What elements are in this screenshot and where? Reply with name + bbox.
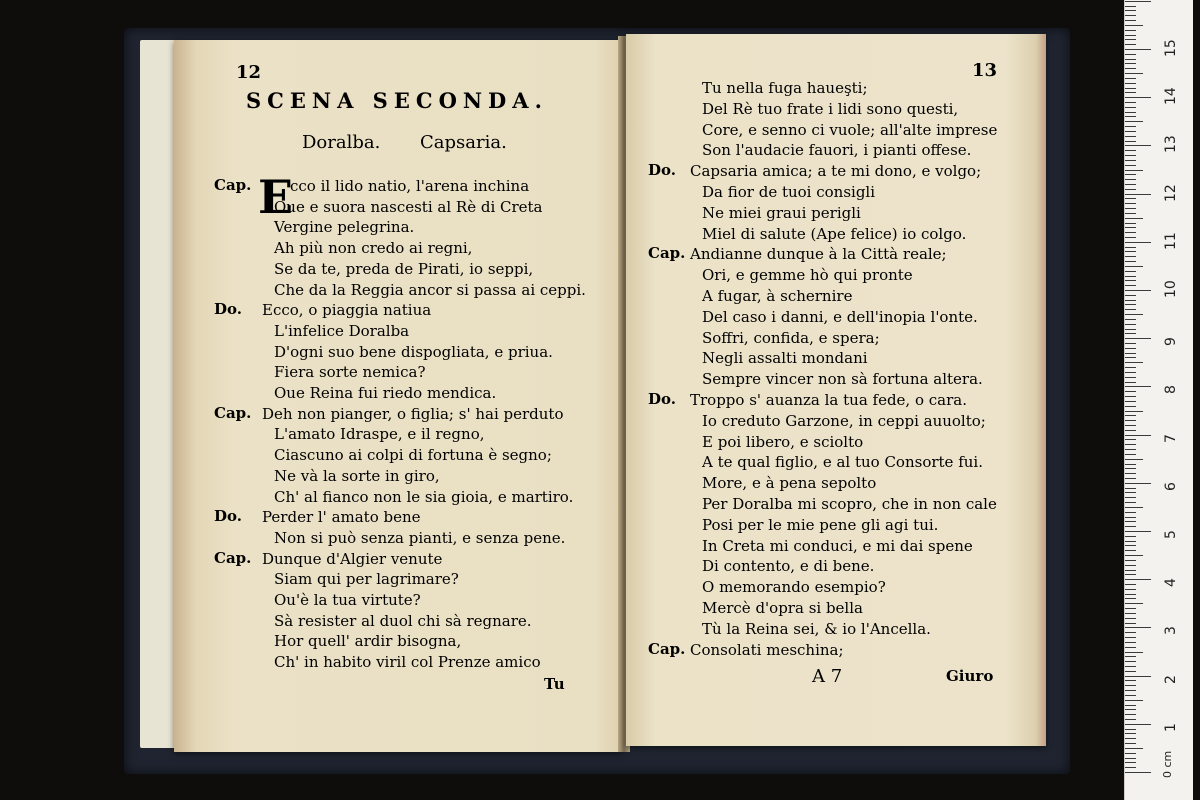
ruler-tick: [1125, 194, 1151, 195]
ruler-label: 2: [1163, 674, 1179, 684]
ruler-tick: [1125, 483, 1151, 484]
ruler-tick: [1125, 242, 1151, 243]
ruler-tick: [1125, 714, 1136, 715]
ruler-tick: [1125, 647, 1136, 648]
right-speaker-tag: Cap.: [648, 244, 686, 263]
ruler-tick: [1125, 521, 1136, 522]
ruler-tick: [1125, 425, 1136, 426]
ruler-tick: [1125, 102, 1136, 103]
ruler-tick: [1125, 290, 1151, 291]
ruler-tick: [1125, 88, 1136, 89]
ruler-tick: [1125, 738, 1136, 739]
ruler-tick: [1125, 449, 1136, 450]
ruler-tick: [1125, 671, 1136, 672]
right-speaker-tag: Cap.: [648, 639, 686, 658]
ruler-tick: [1125, 63, 1136, 64]
left-verse-line: Siam qui per lagrimare?: [274, 570, 459, 589]
signature-mark: A 7: [812, 666, 843, 687]
ruler-tick: [1125, 285, 1136, 286]
ruler-tick: [1125, 300, 1136, 301]
ruler-tick: [1125, 386, 1151, 387]
ruler-tick: [1125, 126, 1136, 127]
ruler-tick: [1125, 555, 1143, 556]
left-verse-line: Ciascuno ai colpi di fortuna è segno;: [274, 446, 552, 465]
ruler-label: 4: [1163, 578, 1179, 588]
ruler-tick: [1125, 179, 1136, 180]
ruler-tick: [1125, 507, 1143, 508]
ruler-tick: [1125, 78, 1136, 79]
ruler-tick: [1125, 512, 1136, 513]
ruler-tick: [1125, 309, 1136, 310]
left-verse-line: Ch' in habito viril col Prenze amico: [274, 653, 541, 672]
ruler-tick: [1125, 367, 1136, 368]
ruler-tick: [1125, 333, 1136, 334]
ruler-tick: [1125, 372, 1136, 373]
ruler-tick: [1125, 454, 1136, 455]
right-verse-line: Capsaria amica; a te mi dono, e volgo;: [690, 162, 982, 181]
ruler-tick: [1125, 131, 1136, 132]
ruler-tick: [1125, 695, 1136, 696]
ruler-tick: [1125, 772, 1151, 773]
ruler-tick: [1125, 618, 1136, 619]
ruler-tick: [1125, 39, 1136, 40]
ruler-tick: [1125, 613, 1136, 614]
ruler-tick: [1125, 743, 1136, 744]
ruler-tick: [1125, 155, 1136, 156]
ruler-tick: [1125, 685, 1136, 686]
right-verse-line: In Creta mi conduci, e mi dai spene: [702, 536, 973, 555]
ruler-tick: [1125, 6, 1136, 7]
ruler-tick: [1125, 329, 1136, 330]
ruler-tick: [1125, 642, 1136, 643]
left-verse-line: L'infelice Doralba: [274, 321, 410, 340]
ruler-tick: [1125, 526, 1136, 527]
ruler-tick: [1125, 116, 1136, 117]
ruler-tick: [1125, 49, 1151, 50]
ruler-tick: [1125, 724, 1151, 725]
ruler-tick: [1125, 709, 1136, 710]
ruler-tick: [1125, 531, 1151, 532]
ruler-tick: [1125, 473, 1136, 474]
ruler-tick: [1125, 223, 1136, 224]
ruler-tick: [1125, 184, 1136, 185]
ruler-label: 3: [1163, 626, 1179, 636]
ruler-tick: [1125, 623, 1136, 624]
right-verse-line: Core, e senno ci vuole; all'alte imprese: [702, 120, 998, 139]
left-verse-line: Ou'è la tua virtute?: [274, 591, 421, 609]
left-speaker-tag: Cap.: [214, 548, 252, 567]
right-verse-line: Consolati meschina;: [690, 640, 844, 659]
ruler-tick: [1125, 391, 1136, 392]
right-speaker-tag: Do.: [648, 390, 676, 408]
ruler-tick: [1125, 271, 1136, 272]
left-verse-line: Oue Reina fui riedo mendica.: [274, 384, 497, 402]
ruler-tick: [1125, 73, 1143, 74]
left-verse-line: Oue e suora nascesti al Rè di Creta: [274, 197, 543, 216]
ruler-tick: [1125, 25, 1143, 26]
left-verse-line: Ah più non credo ai regni,: [274, 239, 473, 258]
ruler-tick: [1125, 1, 1151, 2]
ruler-tick: [1125, 170, 1143, 171]
left-verse-line: Dunque d'Algier venute: [262, 549, 443, 568]
ruler-tick: [1125, 353, 1136, 354]
ruler-tick: [1125, 121, 1143, 122]
right-verse-line: A te qual figlio, e al tuo Consorte fui.: [702, 453, 983, 472]
ruler-tick: [1125, 145, 1151, 146]
ruler-tick: [1125, 536, 1136, 537]
ruler-tick: [1125, 357, 1136, 358]
drop-cap: E: [258, 170, 294, 224]
left-verse-line: Sà resister al duol chi sà regnare.: [274, 611, 532, 630]
ruler-label: 9: [1163, 337, 1179, 347]
right-verse-line: Troppo s' auanza la tua fede, o cara.: [690, 391, 967, 409]
ruler-tick: [1125, 218, 1143, 219]
ruler-tick: [1125, 589, 1136, 590]
ruler-tick: [1125, 314, 1143, 315]
ruler-label: 13: [1163, 135, 1179, 154]
ruler-tick: [1125, 584, 1136, 585]
right-verse-line: Ne miei graui perigli: [702, 203, 861, 222]
ruler-tick: [1125, 478, 1136, 479]
right-verse-line: A fugar, à schernire: [702, 287, 853, 305]
left-verse-line: D'ogni suo bene dispogliata, e priua.: [274, 342, 553, 361]
ruler-tick: [1125, 541, 1136, 542]
ruler-tick: [1125, 208, 1136, 209]
right-verse-line: Ori, e gemme hò qui pronte: [702, 266, 913, 285]
ruler-tick: [1125, 570, 1136, 571]
right-catchword: Giuro: [946, 667, 994, 685]
left-verse-line: Se da te, preda de Pirati, io seppi,: [274, 259, 534, 278]
ruler-tick: [1125, 150, 1136, 151]
right-verse-line: Tù la Reina sei, & io l'Ancella.: [702, 619, 931, 638]
ruler-tick: [1125, 545, 1136, 546]
ruler-tick: [1125, 459, 1143, 460]
ruler-tick: [1125, 705, 1136, 706]
left-verse-line: Non si può senza pianti, e senza pene.: [274, 528, 566, 547]
ruler-tick: [1125, 637, 1136, 638]
ruler-tick: [1125, 377, 1136, 378]
ruler-tick: [1125, 232, 1136, 233]
scene-title: SCENA SECONDA.: [246, 88, 548, 113]
ruler-label: 15: [1163, 39, 1179, 57]
ruler-tick: [1125, 54, 1136, 55]
ruler-tick: [1125, 598, 1136, 599]
left-verse-line: Vergine pelegrina.: [274, 218, 415, 237]
ruler-tick: [1125, 439, 1136, 440]
ruler-tick: [1125, 401, 1136, 402]
ruler-tick: [1125, 295, 1136, 296]
speaker-doralba: Doralba.: [302, 132, 381, 153]
left-verse-line: Deh non pianger, o figlia; s' hai perduto: [262, 404, 564, 423]
ruler-tick: [1125, 560, 1136, 561]
ruler-tick: [1125, 107, 1136, 108]
left-speaker-tag: Cap.: [214, 403, 252, 422]
ruler-tick: [1125, 189, 1136, 190]
ruler-tick: [1125, 280, 1136, 281]
right-verse-line: More, e à pena sepolto: [702, 474, 877, 493]
ruler-tick: [1125, 382, 1136, 383]
ruler-tick: [1125, 497, 1136, 498]
right-verse-line: Soffri, confida, e spera;: [702, 328, 880, 347]
ruler-tick: [1125, 68, 1136, 69]
ruler-tick: [1125, 758, 1136, 759]
right-page-number: 13: [972, 60, 998, 81]
ruler-tick: [1125, 502, 1136, 503]
ruler-tick: [1125, 256, 1136, 257]
left-verse-line: Perder l' amato bene: [262, 508, 421, 527]
ruler-tick: [1125, 251, 1136, 252]
ruler-tick: [1125, 762, 1136, 763]
ruler-label: 6: [1163, 481, 1179, 491]
right-verse-line: Del Rè tuo frate i lidi sono questi,: [702, 99, 959, 118]
ruler-tick: [1125, 15, 1136, 16]
right-verse-line: Miel di salute (Ape felice) io colgo.: [702, 224, 967, 243]
ruler-label: 14: [1163, 87, 1179, 106]
ruler-tick: [1125, 304, 1136, 305]
ruler-tick: [1125, 276, 1136, 277]
ruler-tick: [1125, 97, 1151, 98]
ruler-tick: [1125, 656, 1136, 657]
ruler-tick: [1125, 753, 1136, 754]
ruler-tick: [1125, 627, 1151, 628]
ruler-tick: [1125, 719, 1136, 720]
left-verse-line: Che da la Reggia ancor si passa ai ceppi.: [274, 280, 586, 299]
ruler-tick: [1125, 468, 1136, 469]
ruler-tick: [1125, 203, 1136, 204]
ruler-tick: [1125, 676, 1151, 677]
ruler-tick: [1125, 550, 1136, 551]
ruler-tick: [1125, 213, 1136, 214]
ruler-tick: [1125, 237, 1136, 238]
ruler-tick: [1125, 44, 1136, 45]
ruler-tick: [1125, 608, 1136, 609]
left-speaker-tag: Do.: [214, 300, 242, 319]
left-verse-line: Hor quell' ardir bisogna,: [274, 632, 462, 651]
right-verse-line: O memorando esempio?: [702, 578, 886, 597]
ruler-tick: [1125, 261, 1136, 262]
ruler-tick: [1125, 396, 1136, 397]
ruler-label: 12: [1163, 183, 1179, 202]
ruler-tick: [1125, 435, 1151, 436]
ruler-tick: [1125, 20, 1136, 21]
ruler-tick: [1125, 411, 1143, 412]
ruler-label: 11: [1163, 231, 1179, 250]
ruler-tick: [1125, 324, 1136, 325]
ruler-tick: [1125, 680, 1136, 681]
left-verse-line: Ne và la sorte in giro,: [274, 466, 440, 485]
ruler-tick: [1125, 92, 1136, 93]
left-verse-line: Ch' al fianco non le sia gioia, e martiro.: [274, 487, 574, 506]
right-verse-line: Di contento, e di bene.: [702, 557, 875, 576]
ruler-tick: [1125, 632, 1136, 633]
ruler-label: 1: [1163, 722, 1179, 732]
ruler-tick: [1125, 112, 1136, 113]
ruler-tick: [1125, 415, 1136, 416]
ruler-tick: [1125, 729, 1136, 730]
ruler-tick: [1125, 666, 1136, 667]
left-verse-line: Ecco, o piaggia natiua: [262, 301, 432, 320]
ruler-tick: [1125, 748, 1143, 749]
left-catchword: Tu: [544, 675, 565, 693]
ruler-label: 10: [1163, 280, 1179, 298]
ruler-tick: [1125, 603, 1143, 604]
right-verse-line: Son l'audacie fauori, i pianti offese.: [702, 141, 972, 160]
ruler-tick: [1125, 136, 1136, 137]
ruler-tick: [1125, 338, 1151, 339]
ruler-tick: [1125, 517, 1136, 518]
right-speaker-tag: Do.: [648, 161, 676, 180]
ruler-tick: [1125, 420, 1136, 421]
ruler-tick: [1125, 165, 1136, 166]
right-verse-line: E poi libero, e sciolto: [702, 432, 864, 451]
ruler-tick: [1125, 661, 1136, 662]
right-verse-line: Andianne dunque à la Città reale;: [690, 245, 947, 264]
right-verse-line: Per Doralba mi scopro, che in non cale: [702, 495, 997, 513]
right-verse-line: Mercè d'opra si bella: [702, 599, 863, 617]
right-verse-line: Negli assalti mondani: [702, 349, 868, 368]
right-verse-line: Tu nella fuga haueşti;: [702, 79, 868, 97]
ruler-tick: [1125, 343, 1136, 344]
ruler-tick: [1125, 579, 1151, 580]
ruler-tick: [1125, 198, 1136, 199]
left-verse-line: Fiera sorte nemica?: [274, 363, 426, 382]
left-speaker-tag: Cap.: [214, 176, 252, 194]
ruler-tick: [1125, 227, 1136, 228]
ruler-tick: [1125, 430, 1136, 431]
ruler-tick: [1125, 83, 1136, 84]
ruler-tick: [1125, 444, 1136, 445]
right-verse-line: Posi per le mie pene gli agi tui.: [702, 515, 939, 534]
ruler-tick: [1125, 362, 1143, 363]
ruler-tick: [1125, 10, 1136, 11]
left-verse-line: cco il lido natio, l'arena inchina: [290, 177, 530, 195]
ruler-tick: [1125, 464, 1136, 465]
ruler-tick: [1125, 488, 1136, 489]
ruler-tick: [1125, 565, 1136, 566]
left-verse-line: L'amato Idraspe, e il regno,: [274, 425, 485, 444]
ruler-tick: [1125, 594, 1136, 595]
measurement-ruler: [1124, 0, 1193, 800]
ruler-tick: [1125, 348, 1136, 349]
left-page-number: 12: [236, 62, 262, 83]
ruler-tick: [1125, 406, 1136, 407]
ruler-tick: [1125, 174, 1136, 175]
ruler-tick: [1125, 733, 1136, 734]
ruler-tick: [1125, 574, 1136, 575]
ruler-tick: [1125, 700, 1143, 701]
right-verse-line: Del caso i danni, e dell'inopia l'onte.: [702, 307, 978, 326]
left-speaker-tag: Do.: [214, 507, 242, 526]
ruler-label: 8: [1163, 385, 1179, 395]
ruler-tick: [1125, 30, 1136, 31]
ruler-tick: [1125, 492, 1136, 493]
ruler-tick: [1125, 652, 1143, 653]
ruler-tick: [1125, 266, 1143, 267]
ruler-label: 7: [1163, 433, 1179, 443]
ruler-tick: [1125, 35, 1136, 36]
right-verse-line: Sempre vincer non sà fortuna altera.: [702, 370, 983, 389]
ruler-tick: [1125, 141, 1136, 142]
right-verse-line: Io creduto Garzone, in ceppi auuolto;: [702, 411, 986, 430]
ruler-tick: [1125, 767, 1136, 768]
speaker-capsaria: Capsaria.: [420, 132, 507, 153]
ruler-tick: [1125, 160, 1136, 161]
ruler-tick: [1125, 319, 1136, 320]
ruler-tick: [1125, 247, 1136, 248]
ruler-unit-label: 0 cm: [1161, 750, 1174, 778]
ruler-label: 5: [1163, 530, 1179, 539]
ruler-tick: [1125, 59, 1136, 60]
ruler-tick: [1125, 690, 1136, 691]
right-verse-line: Da fior de tuoi consigli: [702, 183, 876, 201]
